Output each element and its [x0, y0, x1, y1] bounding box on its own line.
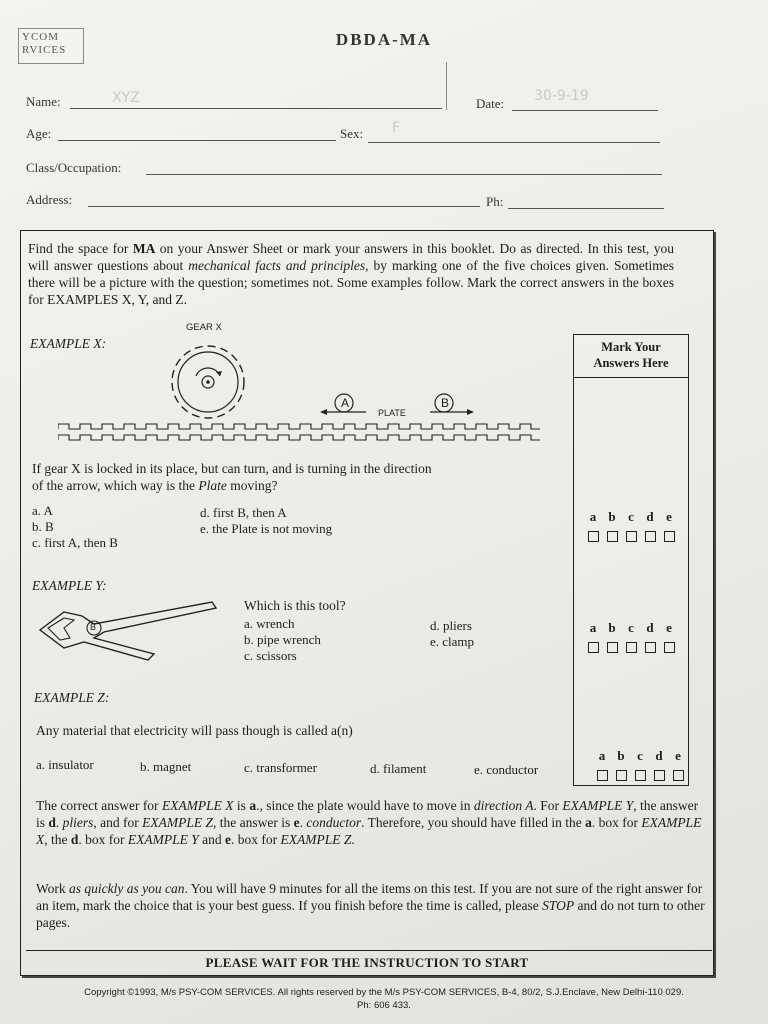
answer-box-x-d[interactable] — [645, 531, 656, 542]
option-y-a: a. wrench — [244, 616, 295, 631]
example-z-answer-boxes — [584, 766, 696, 784]
answer-panel-heading: Mark Your Answers Here — [573, 334, 689, 378]
intro-paragraph: Find the space for MA on your Answer Sheet or mark your answers in this booklet. Do as directed. In this test, you will answer questions about mechanical facts and principles, by marking one of the five choices given. Sometimes there will be a picture with the question; sometimes not. Some examples follow. Mark the correct answers in the boxes for EXAMPLES X, Y, and Z. — [28, 241, 675, 307]
option-x-e: e. the Plate is not moving — [200, 521, 333, 536]
example-z-question: Any material that electricity will pass though is called a(n) — [36, 723, 353, 738]
answer-box-y-d[interactable] — [645, 642, 656, 653]
answer-box-z-e[interactable] — [673, 770, 684, 781]
plate-rack-top — [58, 424, 540, 429]
age-line[interactable] — [58, 140, 336, 141]
page-title: DBDA-MA — [335, 30, 433, 49]
name-value: XYZ — [112, 90, 140, 106]
answer-box-y-b[interactable] — [607, 642, 618, 653]
example-x-options-left — [32, 503, 118, 551]
answer-box-z-d[interactable] — [654, 770, 665, 781]
date-line[interactable] — [512, 110, 658, 111]
logo-line-2: RVICES — [22, 44, 67, 56]
name-line[interactable] — [70, 108, 442, 109]
example-y-label: EXAMPLE Y: — [32, 578, 107, 593]
logo-line-1: YCOM — [22, 31, 60, 43]
gear-diagram — [150, 332, 270, 428]
answer-box-z-c[interactable] — [635, 770, 646, 781]
arrow-b-letter: B — [440, 396, 449, 410]
arrow-a-letter: A — [340, 396, 349, 410]
answer-panel — [573, 334, 689, 786]
phone-line[interactable] — [508, 208, 664, 209]
form-divider — [446, 62, 447, 110]
answer-box-x-b[interactable] — [607, 531, 618, 542]
pliers-diagram — [34, 598, 224, 662]
answer-box-x-a[interactable] — [588, 531, 599, 542]
example-x-choice-letters: a b c d e — [589, 509, 672, 524]
option-y-c: c. scissors — [244, 648, 297, 663]
option-z-c: c. transformer — [244, 760, 317, 775]
date-value: 30-9-19 — [534, 88, 589, 104]
option-x-d: d. first B, then A — [200, 505, 287, 520]
gear-x-label: GEAR X — [186, 322, 222, 333]
option-z-b: b. magnet — [140, 759, 192, 774]
sex-value: F — [392, 120, 401, 136]
option-z-d: d. filament — [370, 761, 427, 776]
arrow-a-head-icon — [320, 409, 327, 415]
option-z-e: e. conductor — [474, 762, 539, 777]
example-x-options-right — [200, 505, 332, 537]
arrow-b-head-icon — [467, 409, 474, 415]
answer-explanation: The correct answer for EXAMPLE X is a., since the plate would have to move in direction A. For EXAMPLE Y, the answer is d. pliers, and for EXAMPLE Z, the answer is e. conductor. Therefore, you should have filled in the a. box for EXAMPLE X, the d. box for EXAMPLE Y and e. box for EXAMPLE Z. — [36, 798, 702, 847]
wait-divider — [26, 950, 712, 951]
answer-box-z-a[interactable] — [597, 770, 608, 781]
plate-label: PLATE — [378, 408, 406, 418]
option-y-e: e. clamp — [430, 634, 475, 649]
answer-box-y-c[interactable] — [626, 642, 637, 653]
tool-letter: B — [90, 622, 97, 632]
answer-box-y-a[interactable] — [588, 642, 599, 653]
option-z-a: a. insulator — [36, 757, 94, 772]
option-x-b: b. B — [32, 519, 54, 534]
example-x-label: EXAMPLE X: — [30, 336, 107, 351]
example-y-options-right — [430, 618, 474, 650]
age-label: Age: — [26, 126, 52, 141]
option-y-d: d. pliers — [430, 618, 472, 633]
example-y-options-left — [244, 616, 321, 664]
example-z-label: EXAMPLE Z: — [34, 690, 110, 705]
example-x-answer-boxes — [575, 527, 687, 545]
copyright-footer: Copyright ©1993, M/s PSY-COM SERVICES. All rights reserved by the M/s PSY-COM SERVICES, B-4, 80/2, S.J.Enclave, New Delhi-110 029. Ph: 606 433. — [84, 987, 684, 1011]
sex-label: Sex: — [340, 126, 364, 141]
example-y-question: Which is this tool? — [244, 598, 346, 613]
date-label: Date: — [476, 96, 505, 111]
work-instructions: Work as quickly as you can. You will have 9 minutes for all the items on this test. If you are not sure of the right answer for an item, mark the choice that is your best guess. If you finish before the time is called, please STOP and do not turn to other pages. — [36, 881, 705, 930]
answer-box-z-b[interactable] — [616, 770, 627, 781]
class-occupation-line[interactable] — [146, 174, 662, 175]
gear-center — [206, 380, 210, 384]
address-label: Address: — [26, 192, 73, 207]
answer-box-x-e[interactable] — [664, 531, 675, 542]
example-y-choice-letters: a b c d e — [589, 620, 672, 635]
phone-label: Ph: — [486, 194, 504, 209]
wait-notice: PLEASE WAIT FOR THE INSTRUCTION TO START — [205, 955, 529, 970]
example-y-answer-boxes — [575, 638, 687, 656]
option-x-c: c. first A, then B — [32, 535, 118, 550]
plate-diagram — [58, 420, 542, 444]
address-line[interactable] — [88, 206, 480, 207]
plate-rack-bottom — [58, 435, 540, 440]
answer-box-y-e[interactable] — [664, 642, 675, 653]
sex-line[interactable] — [368, 142, 660, 143]
name-label: Name: — [26, 94, 61, 109]
answer-box-x-c[interactable] — [626, 531, 637, 542]
option-x-a: a. A — [32, 503, 53, 518]
example-x-question: If gear X is locked in its place, but can turn, and is turning in the direction of the arrow, which way is the Plate moving? — [32, 461, 432, 493]
example-z-choice-letters: a b c d e — [598, 748, 681, 763]
class-occupation-label: Class/Occupation: — [26, 160, 122, 175]
option-y-b: b. pipe wrench — [244, 632, 321, 647]
